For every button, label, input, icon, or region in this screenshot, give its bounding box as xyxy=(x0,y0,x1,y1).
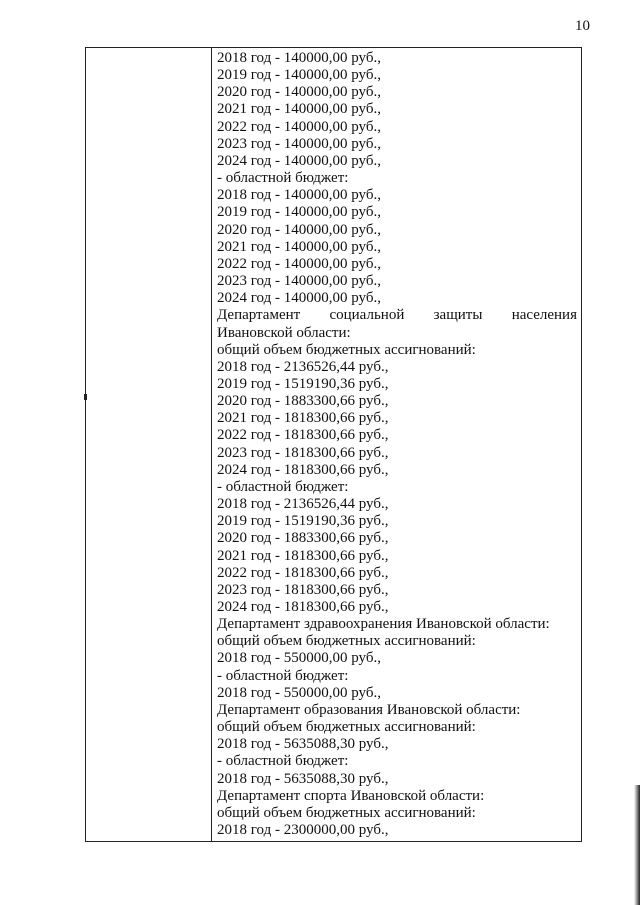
page-number: 10 xyxy=(575,18,590,34)
budget-line: 2022 год - 1818300,66 руб., xyxy=(217,427,389,444)
budget-line: - областной бюджет: xyxy=(217,478,349,495)
budget-line: 2024 год - 140000,00 руб., xyxy=(217,290,381,307)
budget-table xyxy=(85,47,582,842)
budget-line: 2018 год - 550000,00 руб., xyxy=(217,650,381,667)
budget-line: 2018 год - 550000,00 руб., xyxy=(217,684,381,701)
dept-social-word: населения xyxy=(511,307,577,324)
budget-line: 2018 год - 2136526,44 руб., xyxy=(217,358,389,375)
budget-lines-block-a xyxy=(217,50,577,307)
budget-line: 2018 год - 140000,00 руб., xyxy=(217,50,381,66)
budget-line: 2019 год - 140000,00 руб., xyxy=(217,204,381,221)
budget-line: 2020 год - 1883300,66 руб., xyxy=(217,393,389,410)
budget-line: 2024 год - 1818300,66 руб., xyxy=(217,461,389,478)
budget-line: 2021 год - 1818300,66 руб., xyxy=(217,410,389,427)
budget-line: 2018 год - 140000,00 руб., xyxy=(217,187,381,204)
budget-line: 2022 год - 1818300,66 руб., xyxy=(217,564,389,581)
budget-line: Департамент здравоохранения Ивановской области: xyxy=(217,616,550,633)
table-right-column xyxy=(217,50,577,839)
budget-line: 2018 год - 2136526,44 руб., xyxy=(217,496,389,513)
budget-line: 2020 год - 140000,00 руб., xyxy=(217,84,381,101)
budget-line: общий объем бюджетных ассигнований: xyxy=(217,341,476,358)
budget-line: 2022 год - 140000,00 руб., xyxy=(217,255,381,272)
budget-line: - областной бюджет: xyxy=(217,170,349,187)
budget-line: 2021 год - 140000,00 руб., xyxy=(217,101,381,118)
budget-line: 2018 год - 2300000,00 руб., xyxy=(217,822,389,839)
budget-line: общий объем бюджетных ассигнований: xyxy=(217,633,476,650)
budget-line: Департамент спорта Ивановской области: xyxy=(217,787,485,804)
budget-line: - областной бюджет: xyxy=(217,753,349,770)
budget-line: 2019 год - 1519190,36 руб., xyxy=(217,513,389,530)
budget-line: 2021 год - 1818300,66 руб., xyxy=(217,547,389,564)
dept-social-word: Департамент xyxy=(217,307,301,324)
budget-line: Ивановской области: xyxy=(217,324,351,341)
budget-line: 2023 год - 1818300,66 руб., xyxy=(217,581,389,598)
budget-line: 2018 год - 5635088,30 руб., xyxy=(217,736,389,753)
budget-lines-block-b xyxy=(217,325,577,840)
budget-line: 2020 год - 140000,00 руб., xyxy=(217,221,381,238)
budget-line: 2024 год - 140000,00 руб., xyxy=(217,152,381,169)
dept-social-heading xyxy=(217,307,577,324)
budget-line: - областной бюджет: xyxy=(217,667,349,684)
budget-line: 2019 год - 1519190,36 руб., xyxy=(217,375,389,392)
budget-line: 2023 год - 140000,00 руб., xyxy=(217,273,381,290)
budget-line: 2018 год - 5635088,30 руб., xyxy=(217,770,389,787)
budget-line: 2020 год - 1883300,66 руб., xyxy=(217,530,389,547)
budget-line: Департамент образования Ивановской области: xyxy=(217,701,521,718)
budget-line: 2022 год - 140000,00 руб., xyxy=(217,118,381,135)
dept-social-word: защиты xyxy=(433,307,483,324)
budget-line: общий объем бюджетных ассигнований: xyxy=(217,719,476,736)
budget-line: 2019 год - 140000,00 руб., xyxy=(217,67,381,84)
budget-line: общий объем бюджетных ассигнований: xyxy=(217,804,476,821)
scan-mark xyxy=(84,394,87,400)
table-left-column xyxy=(86,48,212,841)
scan-edge-shadow xyxy=(634,785,640,905)
dept-social-word: социальной xyxy=(329,307,405,324)
budget-line: 2024 год - 1818300,66 руб., xyxy=(217,599,389,615)
budget-line: 2021 год - 140000,00 руб., xyxy=(217,238,381,255)
budget-line: 2023 год - 1818300,66 руб., xyxy=(217,444,389,461)
budget-line: 2023 год - 140000,00 руб., xyxy=(217,135,381,152)
